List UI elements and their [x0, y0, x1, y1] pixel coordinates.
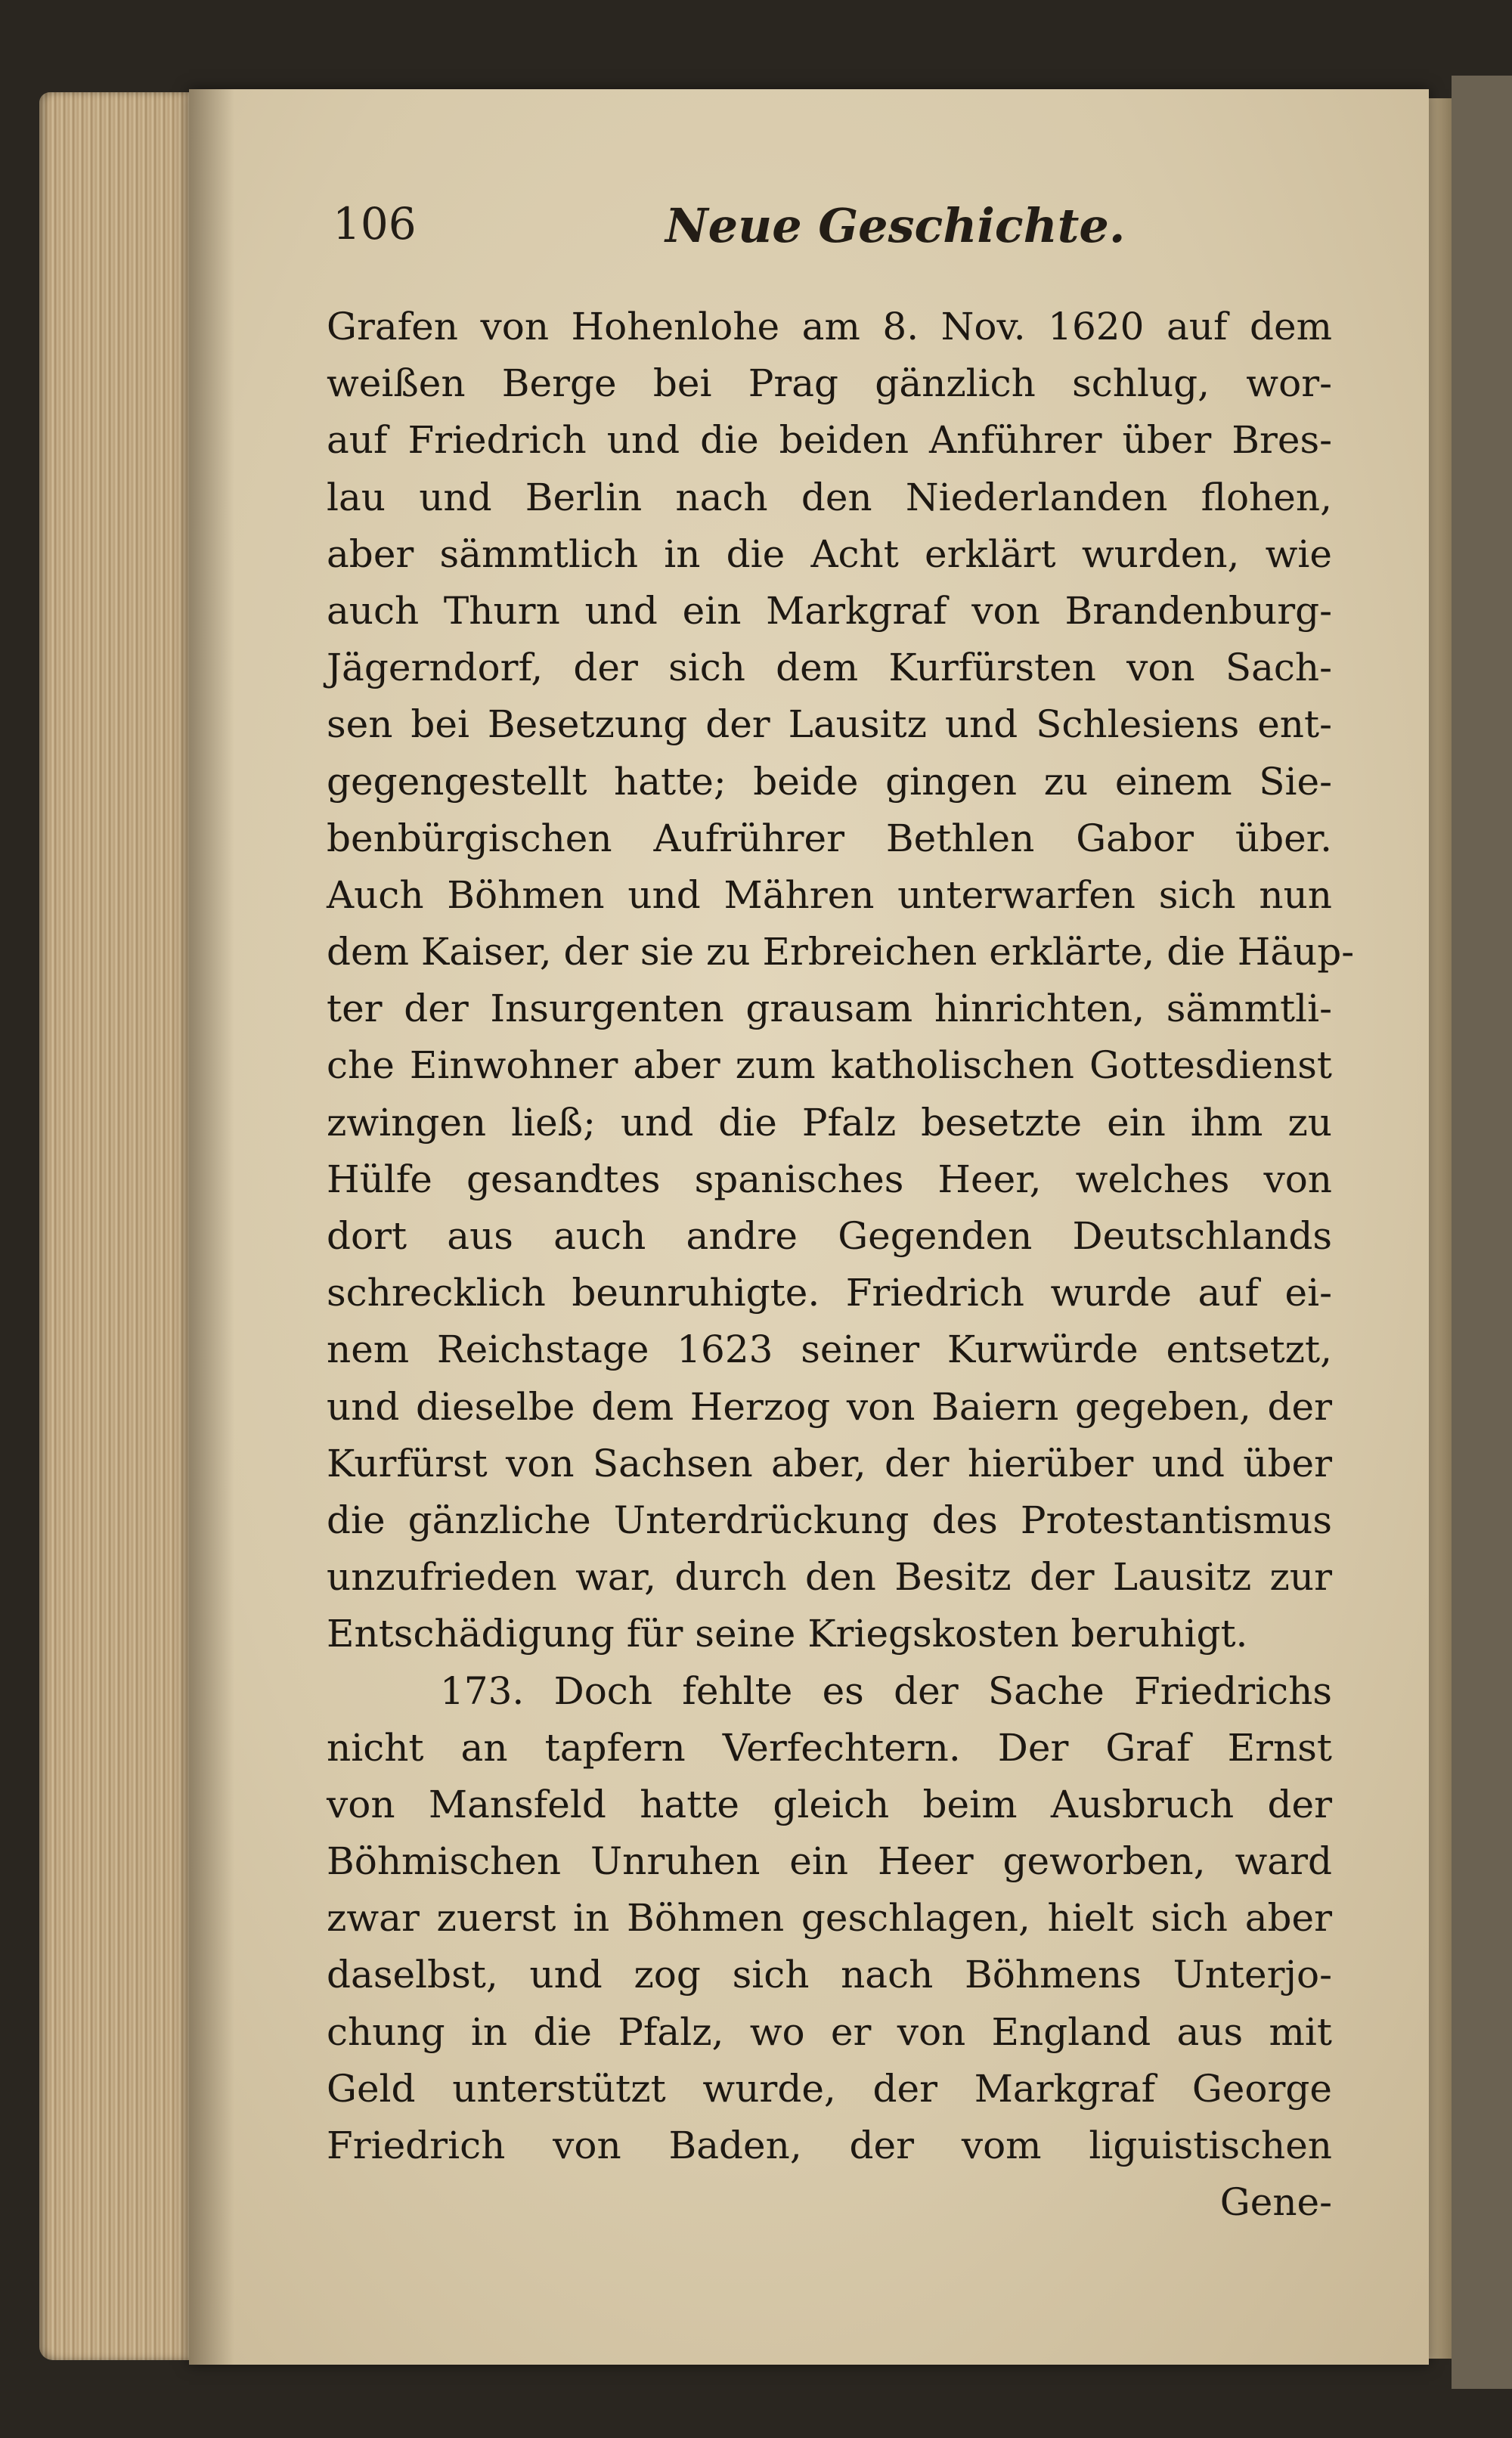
text-line: nem Reichstage 1623 seiner Kurwürde entsetzt,	[327, 1327, 1332, 1372]
text-line: dem Kaiser, der sie zu Erbreichen erklärte, die Häup-	[327, 930, 1355, 974]
text-line: auf Friedrich und die beiden Anführer über Bres-	[327, 418, 1332, 463]
text-line: auch Thurn und ein Markgraf von Brandenburg-	[327, 588, 1332, 633]
gutter-shadow	[189, 89, 234, 2365]
text-line: zwingen ließ; und die Pfalz besetzte ein ihm zu	[327, 1100, 1332, 1145]
text-line: benbürgischen Aufrührer Bethlen Gabor über.	[327, 816, 1332, 860]
text-line: Auch Böhmen und Mähren unterwarfen sich nun	[327, 872, 1332, 917]
text-line: die gänzliche Unterdrückung des Protestantismus	[327, 1498, 1332, 1542]
page-edges	[39, 92, 213, 2360]
text-line: Hülfe gesandtes spanisches Heer, welches von	[327, 1157, 1332, 1201]
page-header	[333, 198, 1315, 266]
text-line: Grafen von Hohenlohe am 8. Nov. 1620 auf dem	[327, 305, 1332, 349]
text-line: von Mansfeld hatte gleich beim Ausbruch der	[327, 1782, 1332, 1826]
text-line: gegengestellt hatte; beide gingen zu einem Sie-	[327, 759, 1332, 804]
page-fore-edge	[1429, 98, 1452, 2359]
text-line: ter der Insurgenten grausam hinrichten, sämmtli-	[327, 987, 1332, 1031]
text-line: Entschädigung für seine Kriegskosten beruhigt.	[327, 1612, 1248, 1656]
text-line: unzufrieden war, durch den Besitz der Lausitz zur	[327, 1555, 1332, 1600]
text-line: zwar zuerst in Böhmen geschlagen, hielt sich aber	[327, 1896, 1332, 1941]
running-title: Neue Geschichte.	[665, 198, 1126, 253]
text-line: Jägerndorf, der sich dem Kurfürsten von Sach-	[327, 646, 1332, 690]
text-line: Böhmischen Unruhen ein Heer geworben, ward	[327, 1839, 1332, 1884]
page-number: 106	[333, 198, 417, 249]
text-line: che Einwohner aber zum katholischen Gottesdienst	[327, 1043, 1332, 1088]
body-text	[327, 299, 1355, 2231]
text-line: Kurfürst von Sachsen aber, der hierüber und über	[327, 1441, 1332, 1485]
text-line: lau und Berlin nach den Niederlanden flohen,	[327, 475, 1332, 519]
text-line: sen bei Besetzung der Lausitz und Schlesiens ent-	[327, 702, 1332, 747]
book-cover-edge	[1452, 76, 1512, 2389]
text-line: nicht an tapfern Verfechtern. Der Graf Ernst	[327, 1725, 1332, 1770]
paragraph-start-line: 173. Doch fehlte es der Sache Friedrichs	[440, 1668, 1332, 1713]
catchword: Gene-	[1219, 2180, 1332, 2225]
text-line: schrecklich beunruhigte. Friedrich wurde auf ei-	[327, 1271, 1332, 1315]
text-line: daselbst, und zog sich nach Böhmens Unterjo-	[327, 1953, 1332, 1997]
text-line: und dieselbe dem Herzog von Baiern gegeben, der	[327, 1384, 1332, 1429]
text-line: Geld unterstützt wurde, der Markgraf George	[327, 2066, 1332, 2111]
text-line: Friedrich von Baden, der vom liguistischen	[327, 2124, 1332, 2167]
text-line: chung in die Pfalz, wo er von England aus mit	[327, 2009, 1332, 2054]
text-line: weißen Berge bei Prag gänzlich schlug, wor-	[327, 361, 1332, 406]
text-line: dort aus auch andre Gegenden Deutschlands	[327, 1214, 1332, 1258]
text-line: aber sämmtlich in die Acht erklärt wurden, wie	[327, 531, 1332, 576]
